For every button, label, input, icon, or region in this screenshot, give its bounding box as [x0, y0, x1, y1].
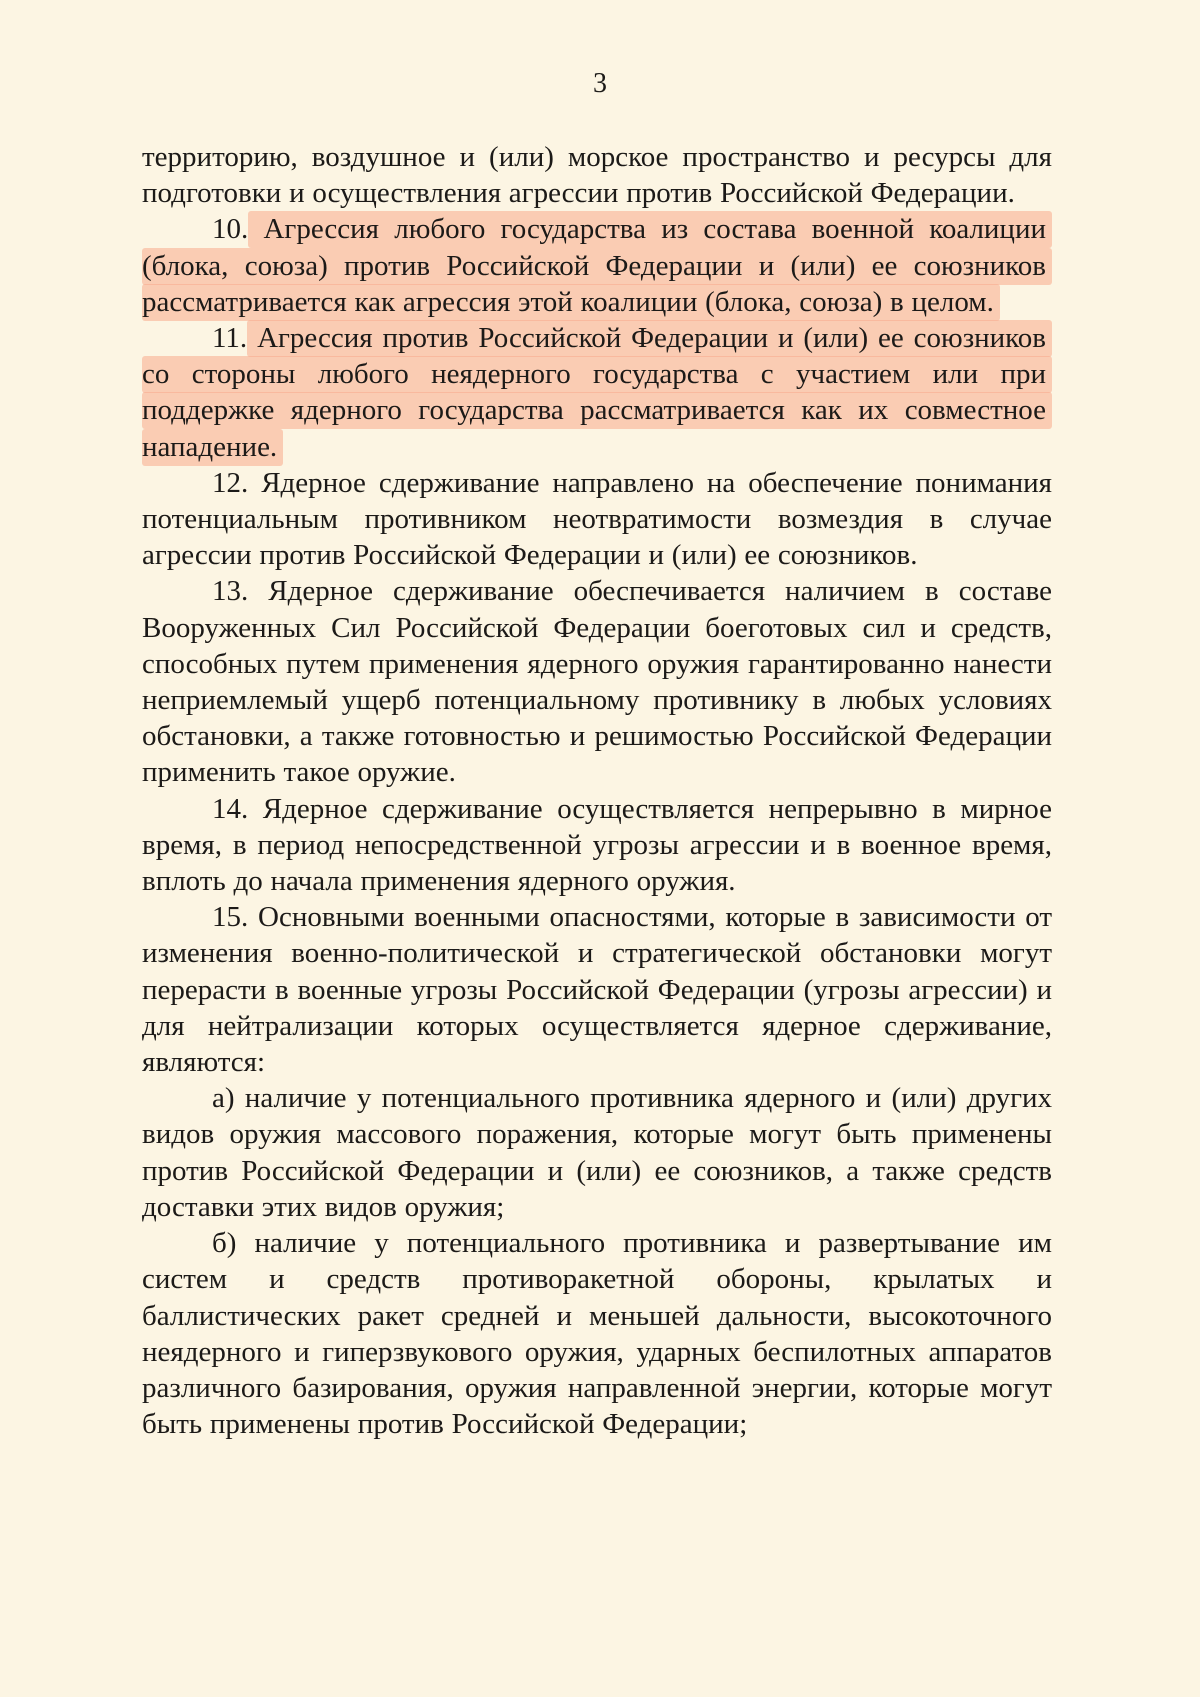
paragraph-text: Ядерное сдерживание направлено на обеспечение понимания потенциальным противником неотвратимости возмездия в случае агрессии против Российской Федерации и (или) ее союзников.	[142, 466, 1052, 572]
paragraph-number: б)	[212, 1227, 237, 1260]
paragraph-number: 11.	[212, 322, 248, 355]
paragraph-11	[142, 320, 1052, 465]
paragraph-10	[142, 211, 1052, 320]
paragraph-12	[142, 465, 1052, 574]
page-number: 3	[593, 68, 607, 99]
paragraph-number: 10.	[212, 213, 249, 246]
paragraph-15-a	[142, 1080, 1052, 1225]
highlighted-text	[142, 320, 1052, 466]
paragraph-number: 14.	[212, 792, 249, 825]
paragraph-14	[142, 791, 1052, 900]
paragraph-number: а)	[212, 1082, 235, 1115]
paragraph-number: 12.	[212, 466, 249, 499]
paragraph-text: наличие у потенциального противника ядерного и (или) других видов оружия массового поражения, которые могут быть применены против Российской Федерации и (или) ее союзников, а также средств доставки этих видов оружия;	[142, 1082, 1052, 1223]
paragraph-text: наличие у потенциального противника и развертывание им систем и средств противоракетной обороны, крылатых и баллистических ракет средней и меньшей дальности, высокоточного неядерного и гиперзвукового оружия, ударных беспилотных аппаратов различного базирования, оружия направленной энергии, которые могут быть применены против Российской Федерации;	[142, 1227, 1052, 1441]
document-body	[142, 139, 1052, 1442]
paragraph-text: Ядерное сдерживание обеспечивается наличием в составе Вооруженных Сил Российской Федерации боеготовых сил и средств, способных путем применения ядерного оружия гарантированно нанести неприемлемый ущерб потенциальному противнику в любых условиях обстановки, а также готовностью и решимостью Российской Федерации применить такое оружие.	[142, 575, 1052, 789]
paragraph-text: территорию, воздушное и (или) морское пространство и ресурсы для подготовки и осуществления агрессии против Российской Федерации.	[142, 141, 1052, 210]
paragraph-15	[142, 899, 1052, 1080]
paragraph-continuation	[142, 139, 1052, 211]
paragraph-text: Основными военными опасностями, которые в зависимости от изменения военно-политической и стратегической обстановки могут перерасти в военные угрозы Российской Федерации (угрозы агрессии) и для нейтрализации которых осуществляется ядерное сдерживание, являются:	[142, 901, 1053, 1079]
paragraph-text: Ядерное сдерживание осуществляется непрерывно в мирное время, в период непосредственной угрозы агрессии и в военное время, вплоть до начала применения ядерного оружия.	[142, 792, 1052, 898]
paragraph-13	[142, 573, 1052, 790]
paragraph-number: 15.	[212, 901, 249, 934]
paragraph-text: Агрессия против Российской Федерации и (или) ее союзников со стороны любого неядерного государства с участием или при поддержке ядерного государства рассматривается как их совместное нападение.	[142, 322, 1046, 463]
highlighted-text	[142, 211, 1052, 320]
paragraph-15-b	[142, 1225, 1052, 1442]
paragraph-number: 13.	[212, 575, 249, 608]
paragraph-text: Агрессия любого государства из состава военной коалиции (блока, союза) против Российской Федерации и (или) ее союзников рассматривается как агрессия этой коалиции (блока, союза) в целом.	[142, 213, 1046, 318]
